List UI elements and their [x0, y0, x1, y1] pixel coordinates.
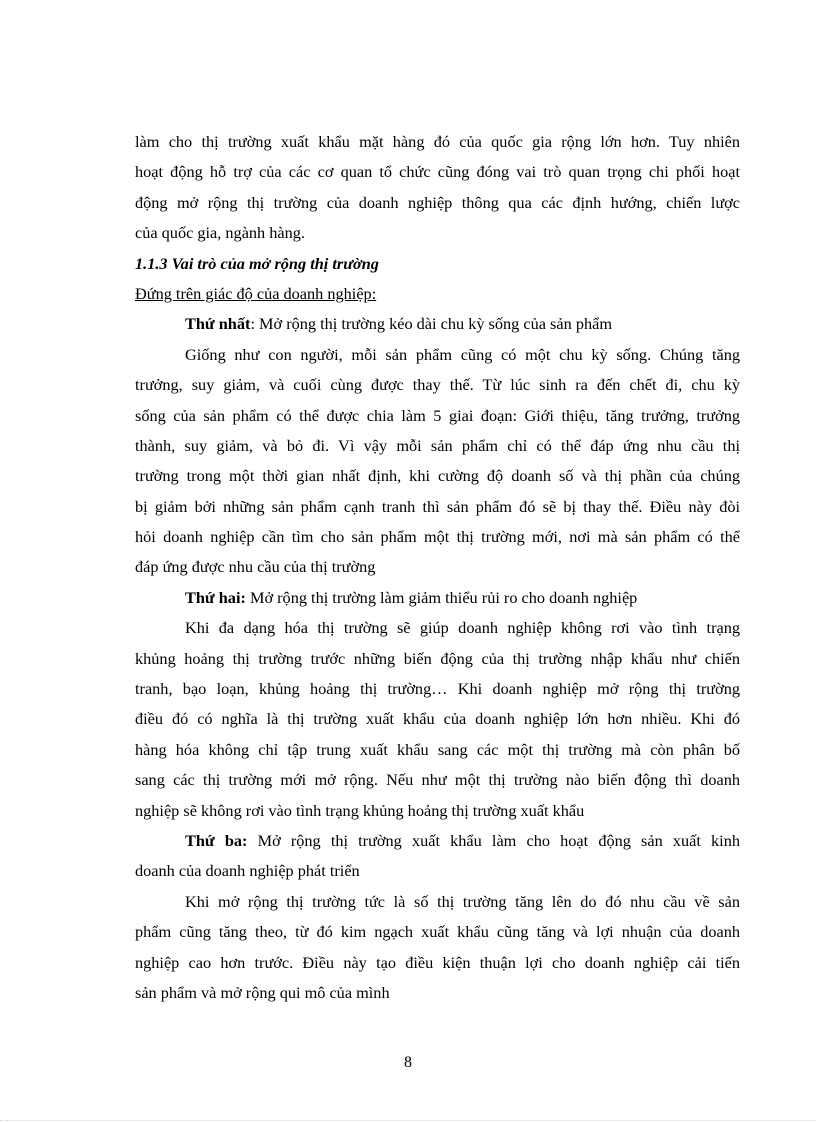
point1-heading — [135, 309, 740, 339]
paragraph-line: nghiệp cao hơn trước. Điều này tạo điều kiện thuận lợi cho doanh nghiệp cải tiến — [135, 952, 740, 972]
paragraph-line: động mở rộng thị trường của doanh nghiệp thông qua các định hướng, chiến lược — [135, 192, 740, 212]
paragraph-line: nghiệp sẽ không rơi vào tình trạng khủng hoảng thị trường xuất khẩu — [135, 800, 585, 820]
paragraph-line: của quốc gia, ngành hàng. — [135, 223, 305, 243]
paragraph-line: doanh của doanh nghiệp phát triển — [135, 861, 360, 881]
page-number: 8 — [404, 1054, 412, 1071]
paragraph-line: điều đó có nghĩa là thị trường xuất khẩu của doanh nghiệp lớn hơn nhiều. Khi đó — [135, 709, 740, 729]
point1-text: : Mở rộng thị trường kéo dài chu kỳ sống của sản phẩm — [250, 314, 612, 334]
paragraph-line: thành, suy giảm, và bỏ đi. Vì vậy mỗi sản phẩm chỉ có thể đáp ứng nhu cầu thị — [135, 435, 740, 455]
paragraph-line: hàng hóa không chỉ tập trung xuất khẩu sang các một thị trường mà còn phân bố — [135, 739, 740, 759]
paragraph-line: sống của sản phẩm có thể được chia làm 5 giai đoạn: Giới thiệu, tăng trưởng, trưởng — [135, 405, 740, 425]
point2-heading — [135, 583, 740, 613]
point3-heading — [135, 826, 740, 856]
paragraph-line: bị giảm bởi những sản phẩm cạnh tranh thì sản phẩm đó sẽ bị thay thế. Điều này đòi — [135, 496, 740, 516]
paragraph-line: làm cho thị trường xuất khẩu mặt hàng đó của quốc gia rộng lớn hơn. Tuy nhiên — [135, 132, 740, 151]
paragraph-line: đáp ứng được nhu cầu của thị trường — [135, 557, 376, 577]
paragraph-line: Khi mở rộng thị trường tức là số thị trường tăng lên do đó nhu cầu về sản — [185, 891, 740, 911]
section-heading: 1.1.3 Vai trò của mở rộng thị trường — [135, 253, 379, 273]
paragraph-line: trưởng, suy giảm, và cuối cùng được thay thế. Từ lúc sinh ra đến chết đi, chu kỳ — [135, 375, 740, 395]
point2-text: Mở rộng thị trường làm giảm thiểu rủi ro cho doanh nghiệp — [245, 587, 638, 607]
paragraph-line: tranh, bạo loạn, khủng hoảng thị trường… Khi doanh nghiệp mở rộng thị trường — [135, 679, 740, 699]
point2-label: Thứ hai: — [185, 587, 246, 607]
paragraph-line: Giống như con người, mỗi sản phẩm cũng có một chu kỳ sống. Chúng tăng — [185, 344, 740, 364]
paragraph-line: khủng hoảng thị trường trước những biến động của thị trường nhập khẩu như chiến — [135, 648, 740, 668]
body-text — [135, 127, 740, 1008]
paragraph-line: phẩm cũng tăng theo, từ đó kim ngạch xuất khẩu cũng tăng và lợi nhuận của doanh — [135, 922, 740, 942]
point3-text: Mở rộng thị trường xuất khẩu làm cho hoạt động sản xuất kinh — [247, 830, 740, 850]
paragraph-line: trường trong một thời gian nhất định, khi cường độ doanh số và thị phần của chúng — [135, 466, 740, 486]
paragraph-line: sản phẩm và mở rộng qui mô của mình — [135, 982, 390, 1002]
paragraph-line: Khi đa dạng hóa thị trường sẽ giúp doanh nghiệp không rơi vào tình trạng — [185, 618, 740, 638]
point1-label: Thứ nhất — [185, 314, 251, 334]
paragraph-line: hoạt động hỗ trợ của các cơ quan tổ chức cũng đóng vai trò quan trọng chi phối hoạt — [135, 162, 740, 182]
subheading-text: Đứng trên giác độ của doanh nghiệp: — [135, 283, 377, 303]
footer-divider — [0, 1120, 816, 1121]
subheading — [135, 279, 740, 309]
paragraph-line: hỏi doanh nghiệp cần tìm cho sản phẩm một thị trường mới, nơi mà sản phẩm có thể — [135, 527, 740, 547]
point3-label: Thứ ba: — [185, 830, 248, 850]
paragraph-line: sang các thị trường mới mở rộng. Nếu như một thị trường nào biến động thì doanh — [135, 770, 740, 790]
